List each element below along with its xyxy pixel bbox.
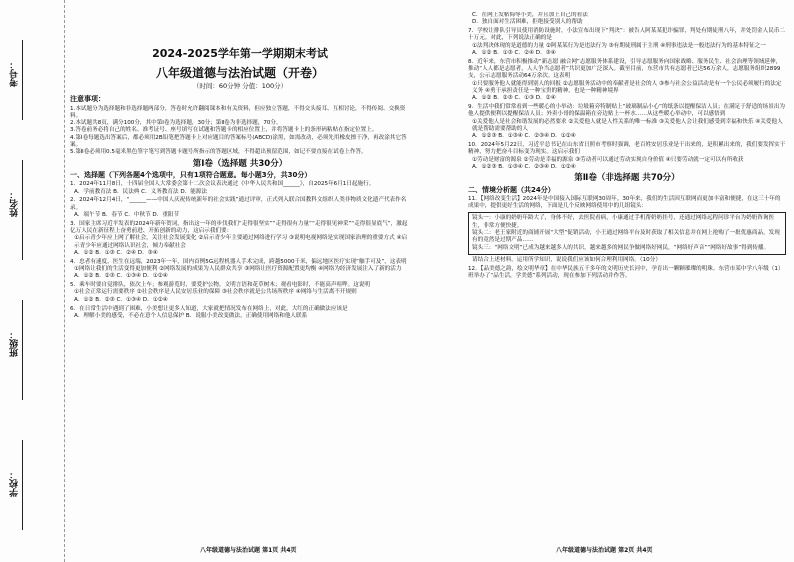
- part1-title: 第Ⅰ卷（选择题 共30分）: [192, 158, 288, 169]
- question-stem: 11．【网络改变生活】2024年是中国接入国际互联网30周年。30年来，我们的生活因互联网而更加丰富和便捷，在这三十年的成果中，提供更好生活的网络，下面是几个反映网络使用中的几组镜头：: [468, 195, 781, 210]
- question-stem: 3．国家主席习近平发表的2024年新年贺词，指出这一年的步伐我们“走得很坚实”“走得很有力量”“走得很见神采”“走得很显底气”，激起亿万人民在新征程上奋勇前进、开拓创新的动力，这启示我们要：: [70, 220, 408, 235]
- question-answers: A．①② B．②③ C．①③④ D．①②④: [74, 296, 168, 303]
- question-options: ①网络让我们的生活变得更加便利 ②网络发展的成果为人民群众共享 ③网络让医疗资源配置更均衡 ④网络为经济发展注入了新的活力: [74, 266, 402, 273]
- part1-section: 一、选择题（下列各题4个选项中，只有1项符合题意。每小题3分，共30分）: [70, 170, 312, 179]
- question-options: A．端午节 B．春节 C．中秋节 D．重阳节: [74, 211, 180, 218]
- binding-field-class: 班级：: [10, 330, 20, 357]
- note-item: 1.本试题分为选择题和非选择题两部分，答卷时允许翻阅课本和有关资料，但应独立答题，不得交头接耳、互相讨论，不得传阅、交换资料。: [70, 105, 406, 119]
- question-answers: A．①② B．①③ C．②④ D．③④: [74, 249, 158, 256]
- question-task: 请结合上述材料，运用所学知识，说说我们应该如何合理利用网络。（10分）: [472, 256, 661, 263]
- question-answers: A．①② B．①③ C．②④ D．③④: [472, 49, 556, 56]
- exam-subtitle: 八年级道德与法治试题（开卷）: [155, 66, 324, 80]
- part2-section: 二、情境分析题（共24分）: [468, 185, 555, 194]
- question-answers: A．①②③ B．①③④ C．②③④ D．①②④: [472, 133, 576, 140]
- binding-margin: [0, 0, 65, 562]
- question-options: ①社会正常运行需要秩序 ②社会秩序是人民安居乐业的保障 ③社会秩序就是公共场所秩序 ④网络与生活离不开规则: [74, 289, 357, 296]
- question-stem: 7．学校让排队引导员使用消防设施时，小法宣布出现下“判决”：被告人阿某某犯诈骗罪，判处有期徒刑八年，并处罚金人民币二十万元。对此，下列说法正确的是: [468, 28, 786, 42]
- question-stem: 10．2024年5月22日，习近平总书记在山东省日照市考察时强调，老百姓安居乐业是干出来的，是积累出来的，我们要发挥实干精神，努力把奋斗目标变为现实。这启示我们: [468, 142, 786, 156]
- question-options: D．独自面对生活困难，拒绝接受别人的帮助: [472, 19, 583, 26]
- question-options: A．学前教育法 B．民法典 C．义务教育法 D．能源法: [74, 188, 208, 195]
- binding-line: [22, 160, 23, 260]
- question-options: ①劳动是财富的源泉 ②劳动是幸福的源泉 ③劳动者可以通过劳动实现自身价值 ④只要劳动就一定可以有所收获: [472, 156, 744, 163]
- left-column: [70, 12, 410, 532]
- binding-line: [22, 300, 23, 400]
- binding-field-name: 姓名：: [10, 190, 20, 217]
- question-options: ①只要服务他人就能得到别人的回报 ②志愿服务活动中的奉献者是社会的人 ③参与社会公益活动是有一个公民必须履行的法定义务 ④勇于承担责任是一种宝贵的精神，也是一种精神境界: [472, 80, 782, 94]
- question-options: A．理解小美的感受，不必在意个人信息保护 B．说服小美改变做法，正确使用网络和他人联系: [74, 312, 308, 319]
- material-box: [468, 212, 786, 254]
- binding-line: [22, 40, 23, 120]
- exam-title: 2024-2025学年第一学期期末考试: [152, 47, 328, 60]
- question-answers: A．①② B．②③ C．①③ D．②④: [472, 95, 556, 102]
- note-item: 5.第Ⅱ卷必须用0.5毫米黑色签字笔写到答题卡题号所指示的答题区域，不得超出预留范围，如记不要直接在试卷上作答。: [70, 149, 367, 156]
- question-stem: 12．【品美德之韵，绘文明华章】在中华民族五千多年的文明历史长河中，孕育出一颗颗璀璨的明珠。东营市某中学八年级（1）班举办了“品生活，学美德”系列活动，现在参加下列活动并作答。: [468, 265, 784, 279]
- question-stem: 2．2024年12月4日，“______——中国人庆祝传统新年的社会实践”通过评审，正式列入联合国教科文组织人类非物质文化遗产代表作名录。: [70, 197, 407, 211]
- question-stem: 8．近年来，东营市积极推动“新志愿 融合网”志愿服务体系建设，引导志愿服务向国家战略、服务民生、社会治理等领域延伸，推动“人人都是志愿者，人人争当志愿者”共识更加广泛深入。截至目前，东营市共有志愿者已达56万余人，志愿服务组织2899支，公示志愿服务活动64万余次。这表明: [468, 58, 782, 80]
- binding-field-exam-number: 考号：: [10, 60, 20, 87]
- question-stem: 6．在日常生活中遇到了困难，小美想让更多人知道，大家就把情况发布在网络上，对此，大红的正确做法应该是: [70, 305, 348, 312]
- page-footer-left: 八年级道德与法治试题 第1页 共4页: [200, 547, 297, 554]
- question-stem: 1．2024年11月8日，十四届全国人大常委会第十二次会议表决通过《中华人民共和国______》，自2025年6月1日起施行。: [70, 181, 375, 188]
- material-scene: 镜头一：小康的奶奶年龄大了，身体不好，去医院看病，小康通过手机帮奶奶挂号，还通过网络远程问诊平台为奶奶咨询医生，非常方便快捷。: [472, 215, 775, 229]
- binding-line: [22, 440, 23, 530]
- question-options: ①关爱他人是社会和谐发展的必然要求 ②关爱他人就是人性关系的唯一标准 ③关爱他人会让我们感受到幸福和快乐 ④关爱他人就是帮助需要帮助的人: [472, 118, 783, 132]
- question-stem: 5．乘车时要自觉排队，依次上车；参观游览时，要爱护公物，文明言语和花草树木；观看电影时，不能高声喧哗。这说明: [70, 282, 371, 289]
- note-item: 3.答卷前务必将自己的姓名、准考证号、座号填写在试题和答题卡的相应位置上，并将答题卡上的条形码粘贴在指定位置上。: [70, 127, 378, 134]
- question-options: C．在网上发帖侮辱小美，并且加上自己的看法: [472, 12, 588, 18]
- binding-field-school: 学校：: [10, 470, 20, 497]
- note-item: 2.本试题共8页，满分100分，其中第Ⅰ卷为选择题，30分；第Ⅱ卷为非选择题，70分。: [70, 120, 282, 127]
- question-stem: 9．生活中我们常常看到一些暖心的小举动：垃圾箱旁特制贴上“玻璃制品小心”的纸条以提醒保洁人员；在满足于舒适的场景出为他人提供便利以提醒保洁人员；外卖小哥的保温箱在旁边贴上一杯水……从这些暖心举动中，可以感悟到: [468, 104, 786, 118]
- question-options: ①法判决体现的是道德的力量 ②阿某某行为是违法行为 ③有期徒刑属于主刑 ④刑事违法是一般违法行为的基本特征之一: [472, 42, 766, 49]
- note-item: 4.第Ⅰ卷每题选出答案后，都必须用2B铅笔把答题卡上对应题目的答案标号(ABCD)涂黑，如需改动，必须先用橡皮擦干净，再改涂其它答案。: [70, 134, 407, 149]
- exam-meta: （时间：60分钟 分值：100分）: [192, 82, 288, 90]
- page-footer-right: 八年级道德与法治试题 第2页 共4页: [556, 547, 653, 554]
- question-options: ①启示青少年应上网了解社会，关注社会发展变化 ②启示青少年主要通过网络进行学习 ③说明电视网络是实现国家治理的重要方式 ④启示青少年应通过网络认识社会，倾力奉献社会: [74, 235, 408, 249]
- question-answers: A．①② B．②③ C．①③④ D．①②④: [74, 273, 168, 280]
- question-stem: 4．忠者有速度，医生在远端，2023年一年，国内首例5G远程机器人手术完成，跨越5000千米，偏远地区医疗实现“触手可及”，这表明: [70, 258, 407, 265]
- question-answers: A．①②③ B．①③④ C．②③④ D．①②④: [472, 163, 576, 170]
- notes-heading: 注意事项：: [70, 95, 105, 104]
- material-scene: 镜头二：老王家附近的商铺开展“大型”促销活动，小王通过网络平台及时获取了相关信息并在网上抢购了一批优惠商品，发现有的竟然是过期产品……: [472, 230, 780, 244]
- right-column: [468, 12, 786, 532]
- material-scene: 镜头三：“网络文明”已成为越来越多人的共识，越来越多的网民争做网络好网民，“网络好声音”“网络好故事”得到传播。: [472, 244, 770, 251]
- part2-title: 第Ⅱ卷（非选择题 共70分）: [574, 173, 680, 184]
